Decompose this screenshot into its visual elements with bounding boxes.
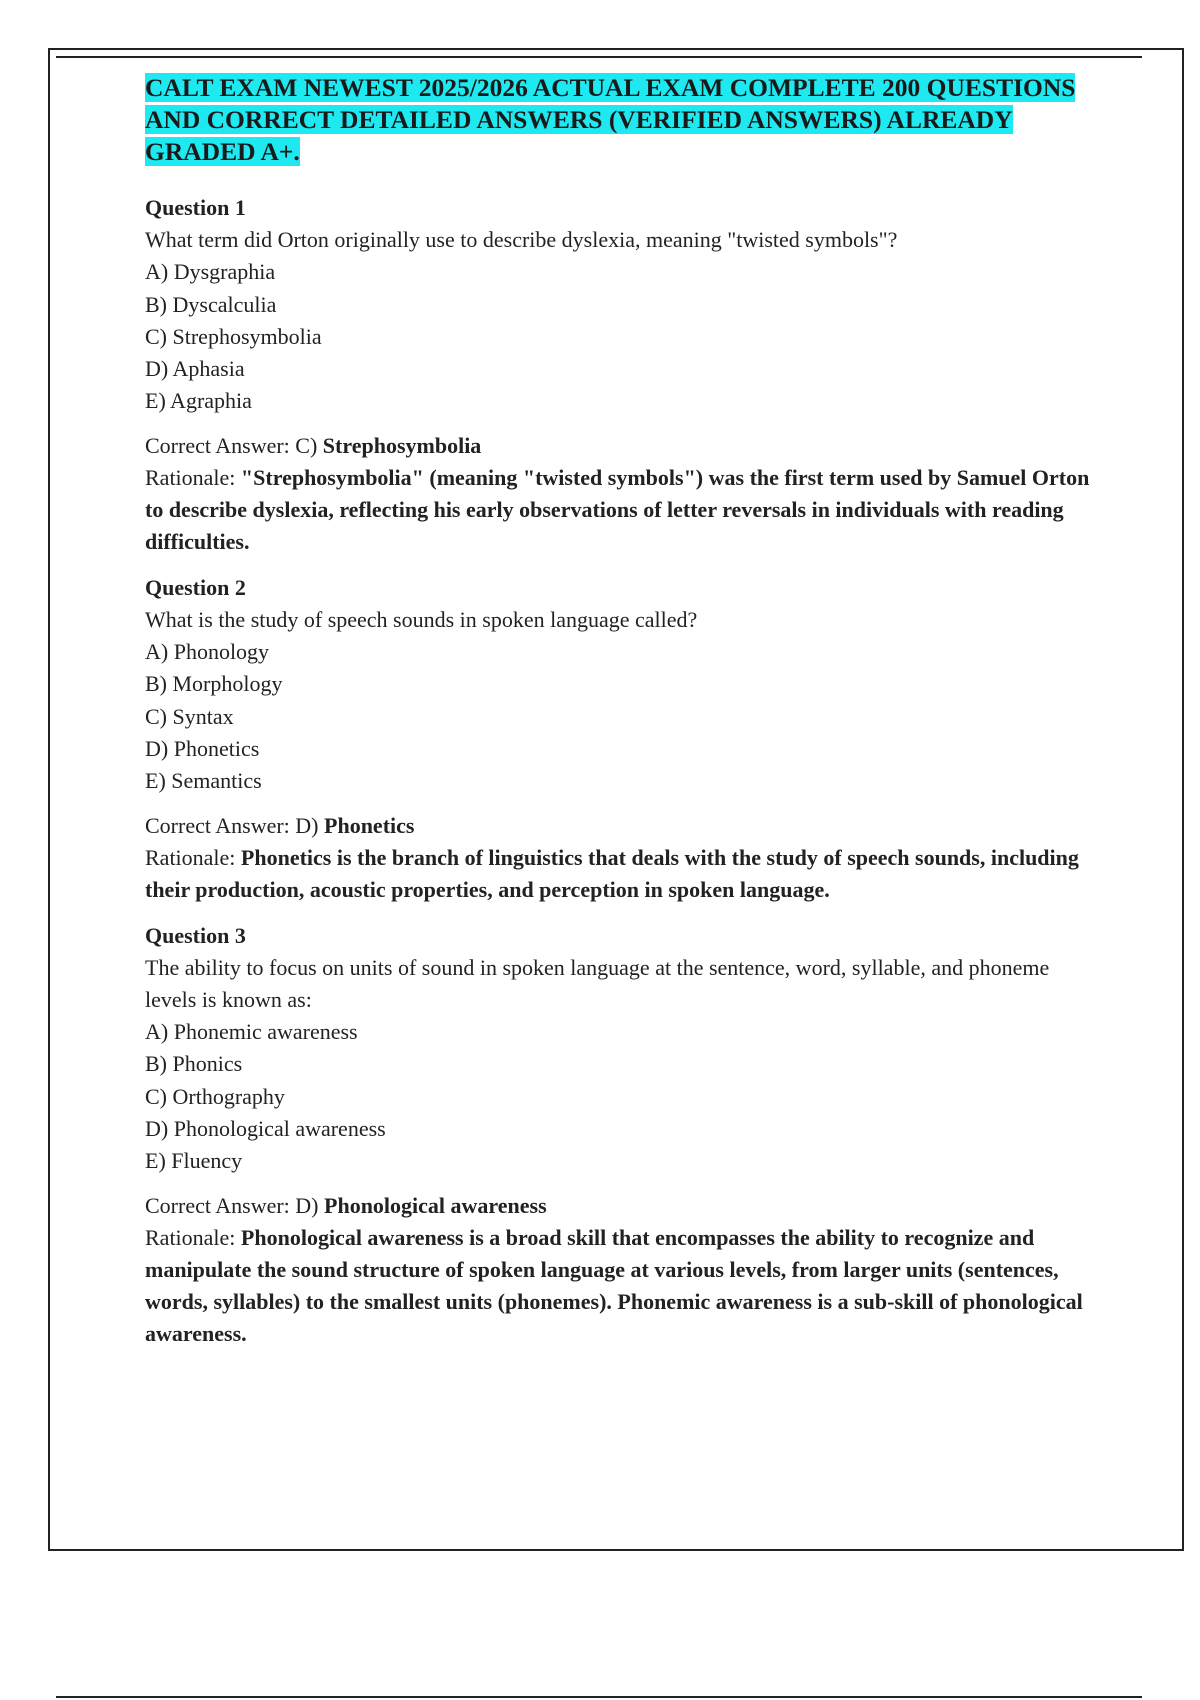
question-heading: Question 3 [145,922,246,948]
option-a: A) Dysgraphia [145,259,276,285]
answer-value: Strephosymbolia [322,432,482,458]
option-b: B) Phonics [145,1051,243,1077]
question-spacer [145,558,1095,572]
correct-answer [145,810,1095,842]
answer-value: Phonetics [324,812,415,838]
question-3 [145,920,1095,1350]
question-text: What is the study of speech sounds in spoken language called? [145,606,698,632]
answer-block [145,430,1095,558]
rationale-label: Rationale: [145,844,241,870]
option-b: B) Dyscalculia [145,291,277,317]
footer-rule [56,1696,1142,1698]
option-e: E) Agraphia [145,388,252,414]
option-a: A) Phonemic awareness [145,1019,358,1045]
rationale [145,1222,1095,1350]
option-e: E) Fluency [145,1148,243,1174]
option-a: A) Phonology [145,639,270,665]
question-2 [145,572,1095,906]
rationale-text: Phonetics is the branch of linguistics that deals with the study of speech sounds, including their production, acoustic properties, and perception in spoken language. [145,844,1079,902]
option-d: D) Aphasia [145,356,245,382]
answer-label: Correct Answer: D) [145,1192,325,1218]
option-d: D) Phonological awareness [145,1116,386,1142]
correct-answer [145,430,1095,462]
option-c: C) Syntax [145,703,234,729]
rationale-text: Phonological awareness is a broad skill that encompasses the ability to recognize and manipulate the sound structure of spoken language at various levels, from larger units (sentences, words, syllables) to the smallest units (phonemes). Phonemic awareness is a sub-skill of phonological awareness. [145,1224,1083,1346]
correct-answer [145,1190,1095,1222]
document-title [145,72,1095,168]
question-heading: Question 1 [145,195,246,220]
question-spacer [145,906,1095,920]
rationale-text: "Strephosymbolia" (meaning "twisted symbols") was the first term used by Samuel Orton to describe dyslexia, reflecting his early observations of letter reversals in individuals with reading difficulties. [145,464,1090,554]
question-heading: Question 2 [145,574,246,600]
question-text: What term did Orton originally use to describe dyslexia, meaning "twisted symbols"? [145,227,898,252]
answer-label: Correct Answer: C) [145,432,323,458]
question-1 [145,192,1095,558]
option-e: E) Semantics [145,768,262,794]
option-d: D) Phonetics [145,735,260,761]
rationale [145,842,1095,906]
answer-block [145,810,1095,906]
header-rule [56,56,1142,58]
document-body [145,72,1095,1350]
answer-value: Phonological awareness [324,1192,547,1218]
option-c: C) Orthography [145,1083,285,1109]
question-text: The ability to focus on units of sound in spoken language at the sentence, word, syllable, and phoneme levels is known as: [145,954,1050,1012]
option-b: B) Morphology [145,671,283,697]
answer-label: Correct Answer: D) [145,812,325,838]
rationale-label: Rationale: [145,464,241,490]
answer-block [145,1190,1095,1350]
option-c: C) Strephosymbolia [145,323,322,349]
rationale-label: Rationale: [145,1224,241,1250]
title-highlight: CALT EXAM NEWEST 2025/2026 ACTUAL EXAM COMPLETE 200 QUESTIONS AND CORRECT DETAILED ANSWERS (VERIFIED ANSWERS) ALREADY GRADED A+. [145,73,1076,166]
rationale [145,462,1095,558]
